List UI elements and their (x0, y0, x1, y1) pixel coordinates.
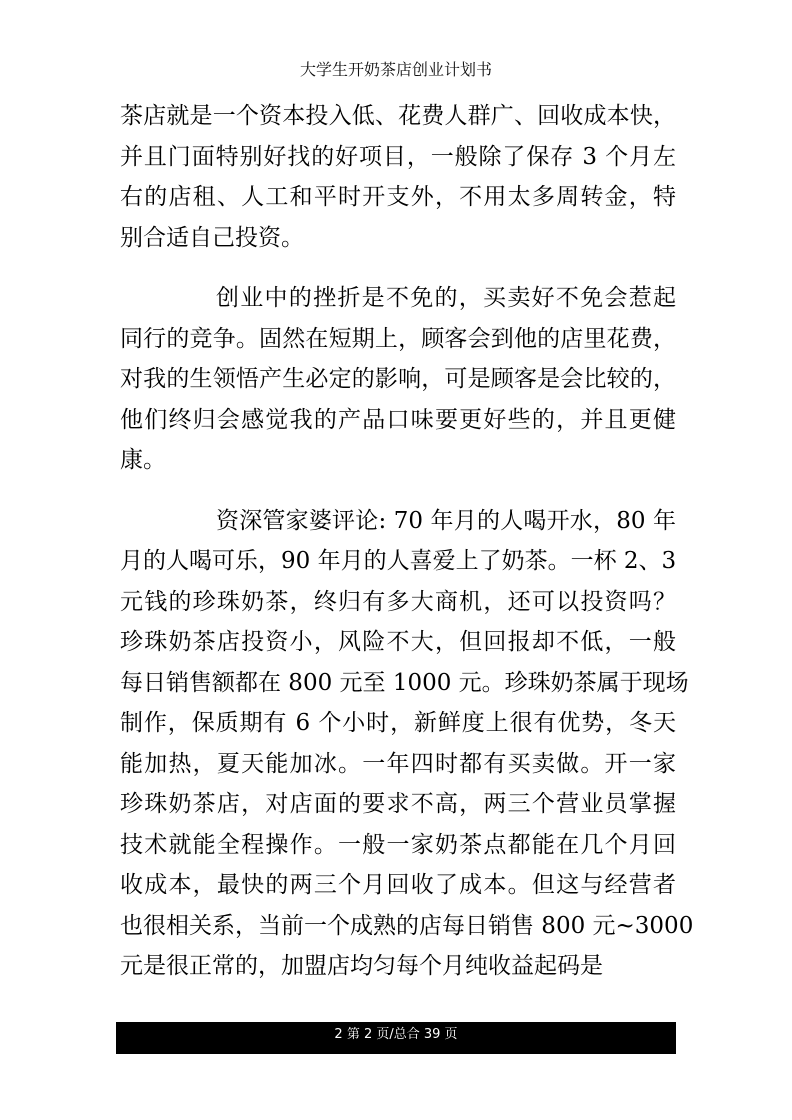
text-line: 元是很正常的，加盟店均匀每个月纯收益起码是 (120, 953, 603, 979)
text-line: 也很相关系，当前一个成熟的店每日销售 800 元~3000 (120, 912, 694, 939)
paragraph-spacer (120, 258, 676, 278)
document-body (120, 96, 694, 987)
text-line: 对我的生领悟产生必定的影响，可是顾客是会比较的， (120, 366, 676, 392)
page-number-label: 2 第 2 页/总合 39 页 (334, 1027, 458, 1042)
paragraph-spacer (120, 481, 676, 501)
text-line: 创业中的挫折是不免的，买卖好不免会惹起 (216, 285, 676, 311)
text-line: 右的店租、人工和平时开支外，不用太多周转金，特 (120, 184, 676, 210)
text-line: 收成本，最快的两三个月回收了成本。但这与经营者 (120, 872, 676, 898)
text-line: 资深管家婆评论: 70 年月的人喝开水，80 年 (216, 507, 676, 534)
text-line: 能加热，夏天能加冰。一年四时都有买卖做。开一家 (120, 750, 676, 777)
text-line: 元钱的珍珠奶茶，终归有多大商机，还可以投资吗？ (120, 588, 676, 615)
text-line: 制作，保质期有 6 个小时，新鲜度上很有优势，冬天 (120, 710, 676, 736)
text-line: 康。 (120, 447, 166, 473)
paragraph-1 (120, 96, 676, 258)
text-line: 月的人喝可乐，90 年月的人喜爱上了奶茶。一杯 2、3 (120, 548, 677, 574)
text-line: 技术就能全程操作。一般一家奶茶点都能在几个月回 (120, 831, 676, 858)
page-footer-bar (116, 1022, 676, 1054)
text-line: 同行的竞争。固然在短期上，顾客会到他的店里花费， (120, 325, 676, 352)
text-line: 茶店就是一个资本投入低、花费人群广、回收成本快， (120, 103, 676, 129)
paragraph-2 (120, 278, 676, 481)
document-header-title: 大学生开奶茶店创业计划书 (299, 60, 492, 79)
text-line: 珍珠奶茶店投资小，风险不大，但回报却不低，一般 (120, 629, 676, 655)
text-line: 别合适自己投资。 (120, 224, 304, 251)
text-line: 每日销售额都在 800 元至 1000 元。珍珠奶茶属于现场 (120, 669, 689, 696)
paragraph-3 (120, 501, 694, 987)
text-line: 他们终归会感觉我的产品口味要更好些的，并且更健 (120, 406, 676, 433)
text-line: 并且门面特别好找的好项目，一般除了保存 3 个月左 (120, 143, 676, 170)
text-line: 珍珠奶茶店，对店面的要求不高，两三个营业员掌握 (120, 791, 676, 817)
